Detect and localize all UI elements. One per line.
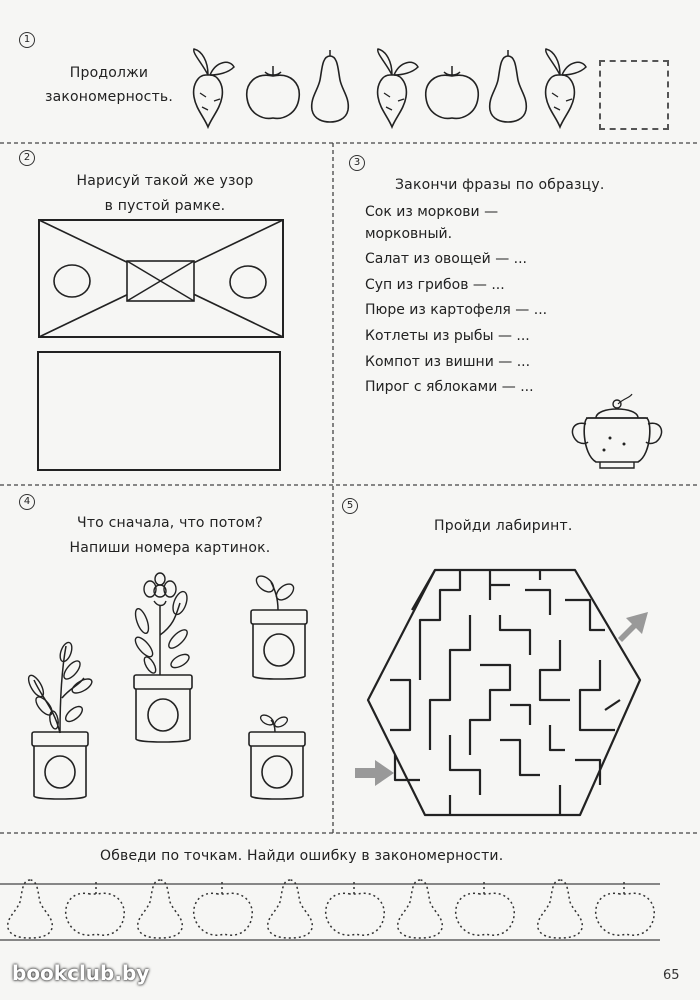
task-2-instruction <box>40 169 290 219</box>
sequence-beet-icon <box>530 45 590 135</box>
plant-sprout-icon <box>245 572 315 692</box>
pattern-empty-frame[interactable] <box>37 351 281 471</box>
phrase-line: Пюре из картофеля — ... <box>365 302 548 319</box>
task-3-title: Закончи фразы по образцу. <box>395 177 605 193</box>
watermark: bookclub.by <box>12 961 150 985</box>
phrase-line: Сок из моркови — <box>365 204 499 220</box>
page-number: 65 <box>663 968 680 983</box>
phrase-list <box>365 200 547 401</box>
task-2-number: 2 <box>19 150 35 166</box>
task-2-line2: в пустой рамке. <box>104 198 226 214</box>
plant-grown-icon <box>20 638 100 818</box>
plant-flower-icon <box>124 575 204 765</box>
task-2-line1: Нарисуй такой же узор <box>76 173 254 189</box>
task-6-title: Обведи по точкам. Найди ошибку в закономерности. <box>100 848 504 864</box>
task-1-instruction <box>44 61 174 109</box>
task-5-title: Пройди лабиринт. <box>434 518 573 534</box>
sequence-tomato-icon <box>243 62 303 122</box>
task-3-number: 3 <box>349 155 365 171</box>
sequence-tomato-icon <box>422 62 482 122</box>
plant-seedling-icon <box>243 712 313 812</box>
task-1-line2: закономерность. <box>44 89 174 105</box>
phrase-line: Компот из вишни — ... <box>365 353 531 370</box>
task-1-number: 1 <box>19 32 35 48</box>
task-4-line1: Что сначала, что потом? <box>77 515 263 531</box>
pattern-sample <box>38 219 284 339</box>
sugar-bowl-icon <box>566 394 666 470</box>
phrase-line: Суп из грибов — ... <box>365 276 505 293</box>
sequence-beet-icon <box>362 45 422 135</box>
sequence-pear-icon <box>486 50 530 126</box>
maze[interactable] <box>350 560 650 830</box>
task-4-line2: Напиши номера картинок. <box>69 540 271 556</box>
phrase-line: морковный. <box>365 225 453 242</box>
task-4-instruction <box>40 511 300 561</box>
task-4-number: 4 <box>19 494 35 510</box>
phrase-line: Пирог с яблоками — ... <box>365 379 534 396</box>
sequence-beet-icon <box>178 45 238 135</box>
task-1-line1: Продолжи <box>69 65 149 81</box>
trace-lines <box>0 870 700 950</box>
phrase-line: Салат из овощей — ... <box>365 251 528 268</box>
answer-empty-box[interactable] <box>599 60 669 130</box>
phrase-line: Котлеты из рыбы — ... <box>365 327 530 344</box>
task-5-number: 5 <box>342 498 358 514</box>
sequence-pear-icon <box>308 50 352 126</box>
